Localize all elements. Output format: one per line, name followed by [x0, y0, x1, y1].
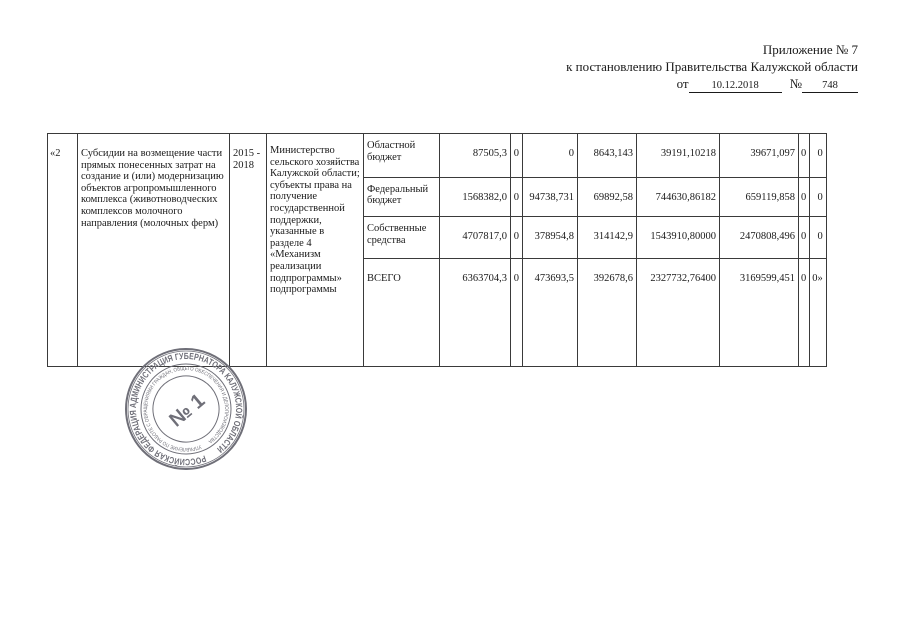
value-cell: 392678,6 — [578, 259, 637, 367]
official-stamp — [122, 345, 250, 473]
stamp-inner-text: УПРАВЛЕНИЕ ПО РАБОТЕ С ОБРАЩЕНИЯМИ ГРАЖДАН, ОБЩЕГО ОБЕСПЕЧЕНИЯ И ДЕЛОПРОИЗВОДСТВА — [142, 365, 230, 453]
value-cell: 4707817,0 — [440, 217, 511, 259]
value-cell: 0 — [799, 177, 810, 217]
value-cell: 0» — [810, 259, 827, 367]
appendix-title: Приложение № 7 — [762, 42, 858, 57]
value-cell: 0 — [799, 259, 810, 367]
value-cell: 8643,143 — [578, 134, 637, 178]
value-cell: 0 — [511, 217, 523, 259]
stamp-number: № 1 — [165, 389, 210, 432]
source-cell: Собственные средства — [364, 217, 440, 259]
value-cell: 3169599,451 — [720, 259, 799, 367]
date-label: от — [676, 76, 689, 91]
program-table — [47, 133, 827, 367]
value-cell: 0 — [511, 259, 523, 367]
value-cell: 1543910,80000 — [637, 217, 720, 259]
value-cell: 2327732,76400 — [637, 259, 720, 367]
table-row — [48, 134, 827, 178]
source-cell: Областной бюджет — [364, 134, 440, 178]
value-cell: 744630,86182 — [637, 177, 720, 217]
number-label: № — [789, 76, 802, 91]
value-cell: 314142,9 — [578, 217, 637, 259]
value-cell: 0 — [799, 134, 810, 178]
value-cell: 94738,731 — [523, 177, 578, 217]
value-cell: 2470808,496 — [720, 217, 799, 259]
stamp-outer-text: РОССИЙСКАЯ ФЕДЕРАЦИЯ АДМИНИСТРАЦИЯ ГУБЕРНАТОРА КАЛУЖСКОЙ ОБЛАСТИ — [127, 350, 245, 468]
value-cell: 1568382,0 — [440, 177, 511, 217]
source-cell: Федеральный бюджет — [364, 177, 440, 217]
value-cell: 6363704,3 — [440, 259, 511, 367]
value-cell: 0 — [799, 217, 810, 259]
value-cell: 0 — [523, 134, 578, 178]
resolution-number: 748 — [802, 80, 858, 93]
value-cell: 39671,097 — [720, 134, 799, 178]
value-cell: 378954,8 — [523, 217, 578, 259]
value-cell: 0 — [810, 217, 827, 259]
resolution-date: 10.12.2018 — [689, 80, 782, 93]
value-cell: 0 — [511, 177, 523, 217]
period-cell: 2015 - 2018 — [230, 134, 267, 367]
value-cell: 0 — [810, 134, 827, 178]
value-cell: 39191,10218 — [637, 134, 720, 178]
resolution-reference: к постановлению Правительства Калужской области — [566, 59, 858, 74]
value-cell: 87505,3 — [440, 134, 511, 178]
value-cell: 473693,5 — [523, 259, 578, 367]
value-cell: 659119,858 — [720, 177, 799, 217]
value-cell: 69892,58 — [578, 177, 637, 217]
measure-cell: Субсидии на возмещение части прямых понесенных затрат на создание и (или) модернизацию объектов агропромышленного комплекса (животноводческих комплексов молочного направления (молочных ферм) — [78, 134, 230, 367]
value-cell: 0 — [810, 177, 827, 217]
source-cell: ВСЕГО — [364, 259, 440, 367]
value-cell: 0 — [511, 134, 523, 178]
row-number-cell: «2 — [48, 134, 78, 367]
executor-cell: Министерство сельского хозяйства Калужской области; субъекты права на получение государственной поддержки, указанные в разделе 4 «Механизм реализации подпрограммы» подпрограммы — [267, 134, 364, 367]
resolution-date-number — [677, 76, 858, 93]
